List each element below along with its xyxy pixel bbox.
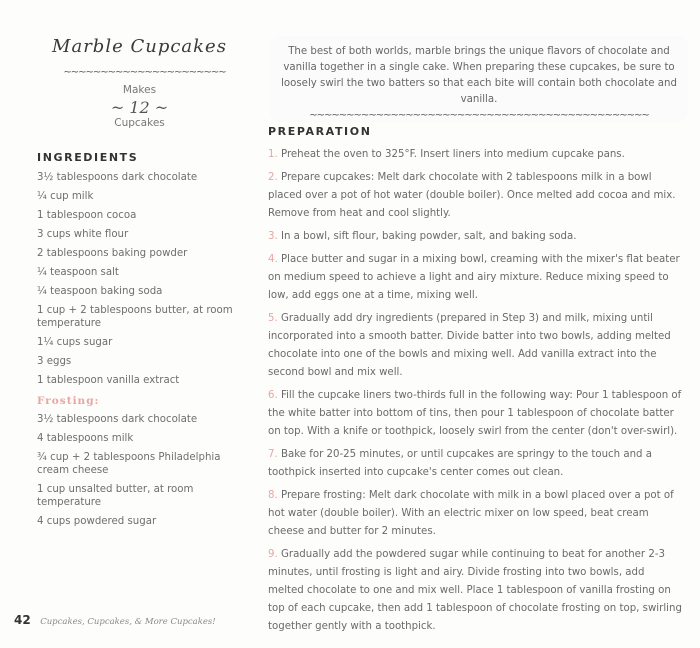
preparation-step (268, 487, 683, 541)
ingredient-item: 1 tablespoon vanilla extract (37, 375, 180, 386)
step-number: 4. (268, 254, 278, 265)
ingredient-item: 3 eggs (37, 356, 72, 367)
yield-count: ~ 12 ~ (110, 98, 169, 117)
frosting-item: ¾ cup + 2 tablespoons Philadelphia cream cheese (37, 452, 221, 476)
step-text: Prepare frosting: Melt dark chocolate with milk in a bowl placed over a pot of hot water (double boiler). With an electric mixer on low speed, beat cream cheese and butter for 2 minutes. (268, 490, 674, 537)
step-text: In a bowl, sift flour, baking powder, salt, and baking soda. (280, 231, 577, 242)
makes-label: Makes (122, 84, 157, 96)
step-number: 3. (268, 231, 278, 242)
step-number: 1. (268, 149, 278, 160)
step-number: 9. (268, 549, 278, 560)
ingredients-heading: INGREDIENTS (37, 151, 139, 164)
ingredient-item: 1 tablespoon cocoa (37, 210, 137, 221)
page-footer (14, 613, 216, 627)
frosting-heading: Frosting: (37, 395, 100, 407)
book-title: Cupcakes, Cupcakes, & More Cupcakes! (40, 617, 216, 627)
intro-box (270, 36, 688, 122)
intro-text: The best of both worlds, marble brings the unique flavors of chocolate and vanilla together in a single cake. When preparing these cupcakes, be sure to loosely swirl the two batters so that each bite will contain both chocolate and vanilla. (281, 46, 677, 105)
step-number: 2. (268, 172, 278, 183)
ingredient-item: 2 tablespoons baking powder (37, 248, 188, 259)
recipe-title: Marble Cupcakes (52, 36, 227, 57)
frosting-ingredient-list (37, 413, 252, 528)
step-text: Fill the cupcake liners two-thirds full in the following way: Pour 1 tablespoon of the white batter into bottom of tins, then pour 1 tablespoon of chocolate batter on top. With a knife or toothpick, loosely swirl from the center (don't over-swirl). (268, 390, 682, 437)
preparation-step (268, 446, 683, 482)
step-number: 8. (268, 490, 278, 501)
step-text: Bake for 20-25 minutes, or until cupcakes are springy to the touch and a toothpick inserted into cupcake's center comes out clean. (268, 449, 652, 478)
ingredient-item: 1 cup + 2 tablespoons butter, at room temperature (37, 305, 233, 329)
ingredient-item: 1¼ cups sugar (37, 337, 113, 348)
step-text: Gradually add dry ingredients (prepared in Step 3) and milk, mixing until incorporated into a smooth batter. Divide batter into two bowls, adding melted chocolate into one of the bowls and mixing well. Add vanilla extract into the second bowl and mix well. (268, 313, 671, 378)
ingredient-item: 3½ tablespoons dark chocolate (37, 172, 198, 183)
ingredient-item: ¼ teaspoon baking soda (37, 286, 163, 297)
frosting-item: 4 cups powdered sugar (37, 516, 157, 527)
title-divider: ~~~~~~~~~~~~~~~~~~~~~~ (63, 67, 226, 78)
preparation-section (268, 125, 683, 641)
preparation-step (268, 169, 683, 223)
step-number: 6. (268, 390, 278, 401)
left-column (37, 36, 252, 534)
frosting-item: 4 tablespoons milk (37, 433, 134, 444)
frosting-item: 1 cup unsalted butter, at room temperature (37, 484, 194, 508)
page-number: 42 (14, 613, 31, 627)
step-text: Gradually add the powdered sugar while continuing to beat for another 2-3 minutes, until frosting is light and airy. Divide frosting into two bowls, add melted chocolate to one and mix well. Place 1 tablespoon of vanilla frosting on top of each cupcake, then add 1 tablespoon of chocolate frosting on top, swirling together gently with a toothpick. (268, 549, 682, 632)
step-text: Prepare cupcakes: Melt dark chocolate with 2 tablespoons milk in a bowl placed over a pot of hot water (double boiler). Once melted add cocoa and mix. Remove from heat and cool slightly. (268, 172, 676, 219)
step-text: Preheat the oven to 325°F. Insert liners into medium cupcake pans. (280, 149, 625, 160)
ingredient-item: 3 cups white flour (37, 229, 129, 240)
preparation-heading: PREPARATION (268, 125, 372, 138)
yield-unit: Cupcakes (114, 117, 165, 129)
step-text: Place butter and sugar in a mixing bowl, creaming with the mixer's flat beater on medium speed to achieve a light and airy mixture. Reduce mixing speed to low, add eggs one at a time, mixing well. (268, 254, 680, 301)
step-number: 7. (268, 449, 278, 460)
ingredient-item: ¼ teaspoon salt (37, 267, 119, 278)
ingredient-list (37, 171, 252, 387)
step-list (268, 146, 683, 636)
preparation-step (268, 310, 683, 382)
preparation-step (268, 546, 683, 636)
preparation-step (268, 228, 683, 246)
ingredient-item: ¼ cup milk (37, 191, 94, 202)
intro-divider: ~~~~~~~~~~~~~~~~~~~~~~~~~~~~~~~~~~~~~~~~~~~~~~ (309, 110, 649, 121)
preparation-step (268, 387, 683, 441)
step-number: 5. (268, 313, 278, 324)
preparation-step (268, 251, 683, 305)
frosting-item: 3½ tablespoons dark chocolate (37, 414, 198, 425)
preparation-step (268, 146, 683, 164)
